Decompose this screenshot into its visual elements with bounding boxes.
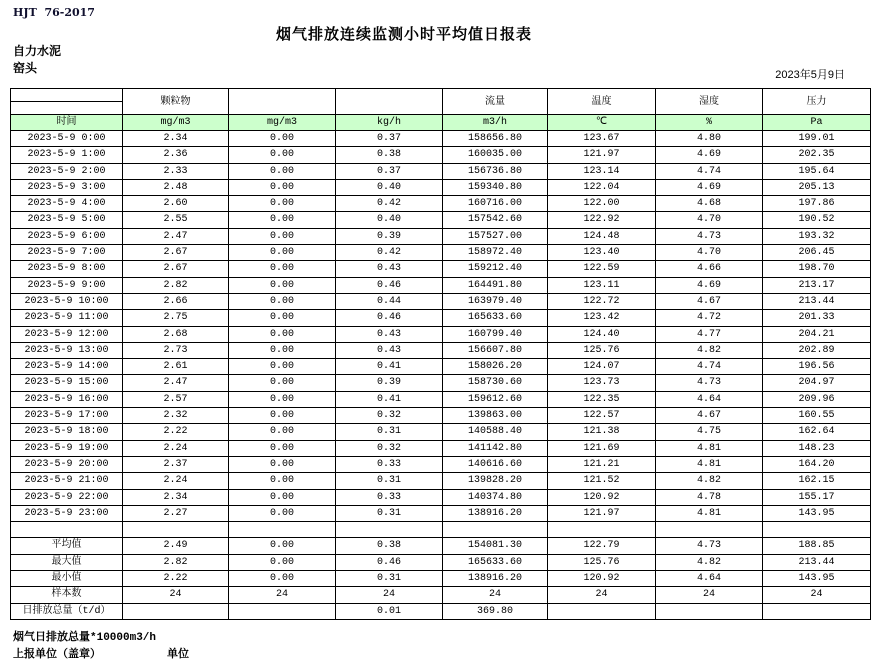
time-cell: 2023-5-9 23:00 — [11, 505, 123, 521]
value-cell: 0.00 — [229, 261, 336, 277]
table-row — [11, 473, 871, 489]
blank-cell — [656, 522, 763, 538]
group-header-row — [11, 89, 871, 102]
summary-value-cell: 120.92 — [548, 571, 656, 587]
value-cell: 4.81 — [656, 440, 763, 456]
time-cell: 2023-5-9 14:00 — [11, 359, 123, 375]
unit-header: Pa — [763, 115, 871, 131]
value-cell: 2.27 — [123, 505, 229, 521]
time-cell: 2023-5-9 5:00 — [11, 212, 123, 228]
value-cell: 4.74 — [656, 359, 763, 375]
summary-value-cell: 165633.60 — [443, 554, 548, 570]
value-cell: 2.75 — [123, 310, 229, 326]
time-cell: 2023-5-9 13:00 — [11, 342, 123, 358]
value-cell: 123.11 — [548, 277, 656, 293]
table-row — [11, 163, 871, 179]
value-cell: 2.67 — [123, 245, 229, 261]
value-cell: 0.00 — [229, 310, 336, 326]
value-cell: 158730.60 — [443, 375, 548, 391]
summary-row — [11, 554, 871, 570]
value-cell: 139863.00 — [443, 408, 548, 424]
value-cell: 4.72 — [656, 310, 763, 326]
value-cell: 4.70 — [656, 212, 763, 228]
company-name: 自力水泥 — [13, 44, 62, 58]
value-cell: 122.57 — [548, 408, 656, 424]
value-cell: 2.36 — [123, 147, 229, 163]
value-cell: 4.69 — [656, 277, 763, 293]
summary-row — [11, 571, 871, 587]
reporting-unit-label: 上报单位（盖章） — [13, 648, 101, 660]
unit-header-row — [11, 115, 871, 131]
table-row — [11, 131, 871, 147]
value-cell: 164.20 — [763, 456, 871, 472]
value-cell: 121.69 — [548, 440, 656, 456]
footnote-emission-total: 烟气日排放总量*10000m3/h — [13, 632, 157, 644]
value-cell: 122.72 — [548, 293, 656, 309]
value-cell: 4.81 — [656, 505, 763, 521]
summary-value-cell: 24 — [336, 587, 443, 603]
table-row — [11, 342, 871, 358]
value-cell: 165633.60 — [443, 310, 548, 326]
value-cell: 204.97 — [763, 375, 871, 391]
blank-cell — [11, 522, 123, 538]
value-cell: 199.01 — [763, 131, 871, 147]
value-cell: 0.00 — [229, 245, 336, 261]
time-cell: 2023-5-9 20:00 — [11, 456, 123, 472]
value-cell: 0.43 — [336, 261, 443, 277]
value-cell: 4.69 — [656, 179, 763, 195]
time-cell: 2023-5-9 18:00 — [11, 424, 123, 440]
summary-value-cell — [229, 603, 336, 619]
header-pressure: 压力 — [763, 89, 871, 115]
header-flow: 流量 — [443, 89, 548, 115]
value-cell: 2.47 — [123, 228, 229, 244]
summary-value-cell: 24 — [123, 587, 229, 603]
value-cell: 140588.40 — [443, 424, 548, 440]
value-cell: 124.40 — [548, 326, 656, 342]
value-cell: 163979.40 — [443, 293, 548, 309]
value-cell: 4.73 — [656, 228, 763, 244]
value-cell: 140616.60 — [443, 456, 548, 472]
value-cell: 0.39 — [336, 228, 443, 244]
summary-value-cell: 122.79 — [548, 538, 656, 554]
summary-value-cell: 24 — [548, 587, 656, 603]
summary-value-cell: 0.00 — [229, 571, 336, 587]
summary-label: 样本数 — [11, 587, 123, 603]
summary-value-cell: 2.49 — [123, 538, 229, 554]
value-cell: 0.00 — [229, 293, 336, 309]
value-cell: 0.37 — [336, 131, 443, 147]
value-cell: 2.60 — [123, 196, 229, 212]
value-cell: 213.17 — [763, 277, 871, 293]
value-cell: 2.47 — [123, 375, 229, 391]
value-cell: 158656.80 — [443, 131, 548, 147]
monitoring-table — [10, 88, 871, 620]
summary-value-cell: 369.80 — [443, 603, 548, 619]
value-cell: 4.64 — [656, 391, 763, 407]
value-cell: 123.67 — [548, 131, 656, 147]
header-particulate: 颗粒物 — [123, 89, 229, 115]
value-cell: 0.31 — [336, 424, 443, 440]
value-cell: 0.00 — [229, 391, 336, 407]
unit-header: % — [656, 115, 763, 131]
summary-row — [11, 587, 871, 603]
value-cell: 4.69 — [656, 147, 763, 163]
table-row — [11, 375, 871, 391]
value-cell: 159612.60 — [443, 391, 548, 407]
value-cell: 122.04 — [548, 179, 656, 195]
time-cell: 2023-5-9 3:00 — [11, 179, 123, 195]
summary-value-cell: 24 — [656, 587, 763, 603]
value-cell: 2.33 — [123, 163, 229, 179]
value-cell: 2.67 — [123, 261, 229, 277]
time-cell: 2023-5-9 8:00 — [11, 261, 123, 277]
value-cell: 160.55 — [763, 408, 871, 424]
time-cell: 2023-5-9 2:00 — [11, 163, 123, 179]
value-cell: 123.42 — [548, 310, 656, 326]
unit-header: m3/h — [443, 115, 548, 131]
time-cell: 2023-5-9 10:00 — [11, 293, 123, 309]
value-cell: 4.67 — [656, 408, 763, 424]
value-cell: 0.37 — [336, 163, 443, 179]
value-cell: 160035.00 — [443, 147, 548, 163]
unit-header: kg/h — [336, 115, 443, 131]
time-cell: 2023-5-9 11:00 — [11, 310, 123, 326]
time-cell: 2023-5-9 12:00 — [11, 326, 123, 342]
summary-value-cell: 4.73 — [656, 538, 763, 554]
table-row — [11, 505, 871, 521]
value-cell: 0.33 — [336, 456, 443, 472]
value-cell: 125.76 — [548, 342, 656, 358]
value-cell: 0.00 — [229, 277, 336, 293]
value-cell: 2.82 — [123, 277, 229, 293]
value-cell: 0.00 — [229, 440, 336, 456]
value-cell: 195.64 — [763, 163, 871, 179]
value-cell: 0.42 — [336, 196, 443, 212]
header-pollutant-2 — [229, 89, 336, 115]
value-cell: 0.00 — [229, 489, 336, 505]
header-blank-top — [11, 89, 123, 102]
value-cell: 2.66 — [123, 293, 229, 309]
summary-value-cell: 24 — [763, 587, 871, 603]
table-row — [11, 261, 871, 277]
summary-value-cell: 24 — [443, 587, 548, 603]
value-cell: 2.61 — [123, 359, 229, 375]
value-cell: 4.66 — [656, 261, 763, 277]
value-cell: 124.48 — [548, 228, 656, 244]
summary-value-cell — [656, 603, 763, 619]
table-row — [11, 179, 871, 195]
table-row — [11, 147, 871, 163]
value-cell: 0.42 — [336, 245, 443, 261]
monitoring-point: 窑头 — [13, 61, 38, 75]
summary-value-cell: 0.00 — [229, 554, 336, 570]
summary-value-cell: 0.00 — [229, 538, 336, 554]
value-cell: 122.35 — [548, 391, 656, 407]
value-cell: 0.44 — [336, 293, 443, 309]
table-row — [11, 440, 871, 456]
value-cell: 155.17 — [763, 489, 871, 505]
value-cell: 159340.80 — [443, 179, 548, 195]
blank-cell — [229, 522, 336, 538]
standard-code: HJT 76-2017 — [13, 6, 95, 19]
report-date: 2023年5月9日 — [775, 69, 845, 81]
value-cell: 198.70 — [763, 261, 871, 277]
value-cell: 0.39 — [336, 375, 443, 391]
summary-value-cell: 2.82 — [123, 554, 229, 570]
value-cell: 121.21 — [548, 456, 656, 472]
value-cell: 0.46 — [336, 277, 443, 293]
unit-header-time: 时间 — [11, 115, 123, 131]
value-cell: 122.00 — [548, 196, 656, 212]
table-row — [11, 424, 871, 440]
blank-cell — [123, 522, 229, 538]
value-cell: 0.33 — [336, 489, 443, 505]
value-cell: 121.38 — [548, 424, 656, 440]
summary-value-cell — [123, 603, 229, 619]
value-cell: 4.68 — [656, 196, 763, 212]
value-cell: 204.21 — [763, 326, 871, 342]
time-cell: 2023-5-9 4:00 — [11, 196, 123, 212]
value-cell: 141142.80 — [443, 440, 548, 456]
value-cell: 0.00 — [229, 131, 336, 147]
summary-value-cell: 4.64 — [656, 571, 763, 587]
summary-value-cell — [763, 603, 871, 619]
value-cell: 0.41 — [336, 391, 443, 407]
summary-value-cell: 0.31 — [336, 571, 443, 587]
blank-cell — [548, 522, 656, 538]
value-cell: 4.78 — [656, 489, 763, 505]
unit-header: mg/m3 — [229, 115, 336, 131]
table-row — [11, 245, 871, 261]
report-title: 烟气排放连续监测小时平均值日报表 — [275, 26, 532, 43]
value-cell: 138916.20 — [443, 505, 548, 521]
value-cell: 196.56 — [763, 359, 871, 375]
value-cell: 2.55 — [123, 212, 229, 228]
summary-value-cell: 4.82 — [656, 554, 763, 570]
value-cell: 0.00 — [229, 375, 336, 391]
summary-row — [11, 538, 871, 554]
time-cell: 2023-5-9 0:00 — [11, 131, 123, 147]
value-cell: 0.38 — [336, 147, 443, 163]
summary-value-cell — [548, 603, 656, 619]
time-cell: 2023-5-9 6:00 — [11, 228, 123, 244]
table-row — [11, 277, 871, 293]
value-cell: 0.43 — [336, 342, 443, 358]
value-cell: 122.92 — [548, 212, 656, 228]
value-cell: 4.77 — [656, 326, 763, 342]
summary-value-cell: 125.76 — [548, 554, 656, 570]
value-cell: 122.59 — [548, 261, 656, 277]
table-row — [11, 456, 871, 472]
value-cell: 0.00 — [229, 359, 336, 375]
table-row — [11, 408, 871, 424]
value-cell: 0.00 — [229, 408, 336, 424]
value-cell: 4.80 — [656, 131, 763, 147]
value-cell: 2.22 — [123, 424, 229, 440]
value-cell: 0.00 — [229, 505, 336, 521]
value-cell: 2.32 — [123, 408, 229, 424]
summary-value-cell: 0.38 — [336, 538, 443, 554]
value-cell: 162.15 — [763, 473, 871, 489]
table-row — [11, 326, 871, 342]
value-cell: 0.43 — [336, 326, 443, 342]
summary-value-cell: 213.44 — [763, 554, 871, 570]
value-cell: 0.00 — [229, 196, 336, 212]
value-cell: 121.52 — [548, 473, 656, 489]
value-cell: 0.46 — [336, 310, 443, 326]
summary-value-cell: 0.46 — [336, 554, 443, 570]
value-cell: 2.73 — [123, 342, 229, 358]
value-cell: 162.64 — [763, 424, 871, 440]
value-cell: 120.92 — [548, 489, 656, 505]
value-cell: 158026.20 — [443, 359, 548, 375]
table-row — [11, 359, 871, 375]
value-cell: 4.81 — [656, 456, 763, 472]
value-cell: 139828.20 — [443, 473, 548, 489]
summary-value-cell: 138916.20 — [443, 571, 548, 587]
value-cell: 4.75 — [656, 424, 763, 440]
unit-label: 单位 — [167, 648, 189, 660]
time-cell: 2023-5-9 16:00 — [11, 391, 123, 407]
value-cell: 156607.80 — [443, 342, 548, 358]
value-cell: 206.45 — [763, 245, 871, 261]
value-cell: 0.00 — [229, 424, 336, 440]
value-cell: 159212.40 — [443, 261, 548, 277]
value-cell: 0.32 — [336, 440, 443, 456]
value-cell: 205.13 — [763, 179, 871, 195]
value-cell: 4.70 — [656, 245, 763, 261]
summary-label: 最小值 — [11, 571, 123, 587]
table-row — [11, 489, 871, 505]
value-cell: 0.00 — [229, 147, 336, 163]
value-cell: 2.48 — [123, 179, 229, 195]
value-cell: 156736.80 — [443, 163, 548, 179]
value-cell: 2.34 — [123, 131, 229, 147]
unit-header: ℃ — [548, 115, 656, 131]
value-cell: 0.00 — [229, 326, 336, 342]
value-cell: 123.40 — [548, 245, 656, 261]
table-row — [11, 212, 871, 228]
unit-header: mg/m3 — [123, 115, 229, 131]
value-cell: 0.31 — [336, 505, 443, 521]
value-cell: 121.97 — [548, 505, 656, 521]
summary-label: 平均值 — [11, 538, 123, 554]
table-row — [11, 391, 871, 407]
value-cell: 123.73 — [548, 375, 656, 391]
value-cell: 0.00 — [229, 473, 336, 489]
table-row — [11, 196, 871, 212]
summary-value-cell: 2.22 — [123, 571, 229, 587]
value-cell: 2.37 — [123, 456, 229, 472]
value-cell: 0.00 — [229, 163, 336, 179]
value-cell: 143.95 — [763, 505, 871, 521]
time-cell: 2023-5-9 9:00 — [11, 277, 123, 293]
value-cell: 0.00 — [229, 342, 336, 358]
value-cell: 148.23 — [763, 440, 871, 456]
value-cell: 190.52 — [763, 212, 871, 228]
value-cell: 4.67 — [656, 293, 763, 309]
value-cell: 201.33 — [763, 310, 871, 326]
value-cell: 124.07 — [548, 359, 656, 375]
value-cell: 2.68 — [123, 326, 229, 342]
value-cell: 2.24 — [123, 440, 229, 456]
header-blank-bottom — [11, 102, 123, 115]
time-cell: 2023-5-9 21:00 — [11, 473, 123, 489]
time-cell: 2023-5-9 1:00 — [11, 147, 123, 163]
header-temperature: 温度 — [548, 89, 656, 115]
summary-value-cell: 0.01 — [336, 603, 443, 619]
value-cell: 4.74 — [656, 163, 763, 179]
value-cell: 0.00 — [229, 212, 336, 228]
value-cell: 202.35 — [763, 147, 871, 163]
value-cell: 157527.00 — [443, 228, 548, 244]
value-cell: 0.00 — [229, 456, 336, 472]
header-humidity: 湿度 — [656, 89, 763, 115]
value-cell: 197.86 — [763, 196, 871, 212]
value-cell: 160799.40 — [443, 326, 548, 342]
value-cell: 4.82 — [656, 342, 763, 358]
blank-cell — [443, 522, 548, 538]
summary-label: 最大值 — [11, 554, 123, 570]
time-cell: 2023-5-9 7:00 — [11, 245, 123, 261]
value-cell: 213.44 — [763, 293, 871, 309]
value-cell: 160716.00 — [443, 196, 548, 212]
value-cell: 121.97 — [548, 147, 656, 163]
value-cell: 0.00 — [229, 179, 336, 195]
value-cell: 140374.80 — [443, 489, 548, 505]
value-cell: 158972.40 — [443, 245, 548, 261]
value-cell: 4.73 — [656, 375, 763, 391]
value-cell: 2.24 — [123, 473, 229, 489]
value-cell: 0.40 — [336, 212, 443, 228]
time-cell: 2023-5-9 19:00 — [11, 440, 123, 456]
blank-cell — [763, 522, 871, 538]
summary-value-cell: 154081.30 — [443, 538, 548, 554]
value-cell: 209.96 — [763, 391, 871, 407]
time-cell: 2023-5-9 17:00 — [11, 408, 123, 424]
value-cell: 2.34 — [123, 489, 229, 505]
header-pollutant-3 — [336, 89, 443, 115]
summary-value-cell: 24 — [229, 587, 336, 603]
value-cell: 157542.60 — [443, 212, 548, 228]
value-cell: 123.14 — [548, 163, 656, 179]
value-cell: 164491.80 — [443, 277, 548, 293]
value-cell: 193.32 — [763, 228, 871, 244]
value-cell: 0.41 — [336, 359, 443, 375]
value-cell: 0.32 — [336, 408, 443, 424]
value-cell: 0.31 — [336, 473, 443, 489]
summary-row — [11, 603, 871, 619]
table-row — [11, 228, 871, 244]
value-cell: 202.89 — [763, 342, 871, 358]
value-cell: 2.57 — [123, 391, 229, 407]
value-cell: 4.82 — [656, 473, 763, 489]
value-cell: 0.00 — [229, 228, 336, 244]
table-row — [11, 293, 871, 309]
blank-cell — [336, 522, 443, 538]
blank-row — [11, 522, 871, 538]
summary-value-cell: 188.85 — [763, 538, 871, 554]
time-cell: 2023-5-9 15:00 — [11, 375, 123, 391]
summary-value-cell: 143.95 — [763, 571, 871, 587]
time-cell: 2023-5-9 22:00 — [11, 489, 123, 505]
value-cell: 0.40 — [336, 179, 443, 195]
summary-label: 日排放总量（t/d） — [11, 603, 123, 619]
table-row — [11, 310, 871, 326]
